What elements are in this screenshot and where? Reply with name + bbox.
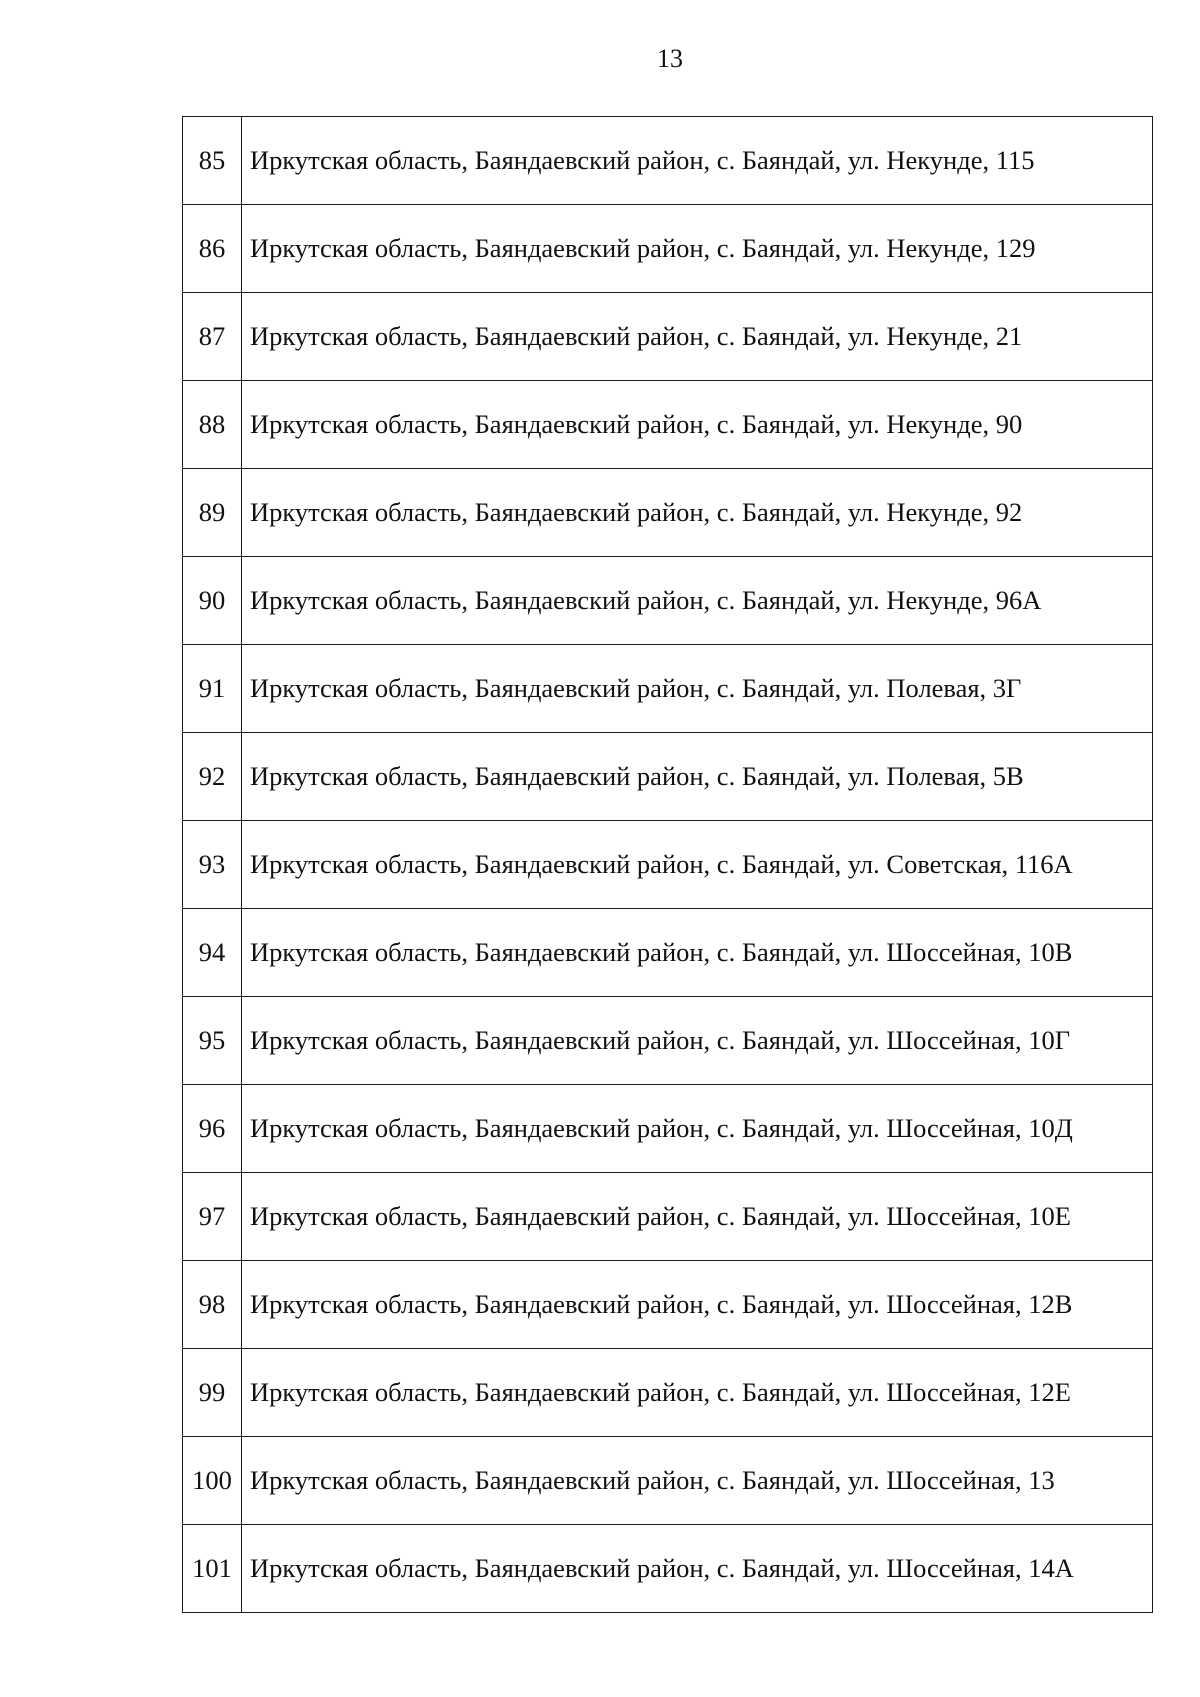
table-row xyxy=(183,733,1153,821)
address-cell: Иркутская область, Баяндаевский район, с. Баяндай, ул. Шоссейная, 10В xyxy=(242,909,1153,997)
address-cell: Иркутская область, Баяндаевский район, с. Баяндай, ул. Советская, 116А xyxy=(242,821,1153,909)
row-number-cell: 99 xyxy=(183,1349,242,1437)
table-row xyxy=(183,1085,1153,1173)
table-row xyxy=(183,1437,1153,1525)
table-row xyxy=(183,293,1153,381)
row-number-cell: 100 xyxy=(183,1437,242,1525)
table-row xyxy=(183,1349,1153,1437)
row-number-cell: 89 xyxy=(183,469,242,557)
address-cell: Иркутская область, Баяндаевский район, с. Баяндай, ул. Полевая, 5В xyxy=(242,733,1153,821)
address-cell: Иркутская область, Баяндаевский район, с. Баяндай, ул. Некунде, 115 xyxy=(242,117,1153,205)
address-cell: Иркутская область, Баяндаевский район, с. Баяндай, ул. Некунде, 21 xyxy=(242,293,1153,381)
table-row xyxy=(183,117,1153,205)
address-cell: Иркутская область, Баяндаевский район, с. Баяндай, ул. Некунде, 90 xyxy=(242,381,1153,469)
row-number-cell: 93 xyxy=(183,821,242,909)
address-cell: Иркутская область, Баяндаевский район, с. Баяндай, ул. Некунде, 129 xyxy=(242,205,1153,293)
table-row xyxy=(183,1261,1153,1349)
table-row xyxy=(183,909,1153,997)
address-cell: Иркутская область, Баяндаевский район, с. Баяндай, ул. Полевая, 3Г xyxy=(242,645,1153,733)
row-number-cell: 87 xyxy=(183,293,242,381)
address-cell: Иркутская область, Баяндаевский район, с. Баяндай, ул. Шоссейная, 12В xyxy=(242,1261,1153,1349)
row-number-cell: 88 xyxy=(183,381,242,469)
table-row xyxy=(183,821,1153,909)
address-cell: Иркутская область, Баяндаевский район, с. Баяндай, ул. Некунде, 96А xyxy=(242,557,1153,645)
address-table xyxy=(182,116,1153,1613)
page-number: 13 xyxy=(657,44,683,73)
row-number-cell: 97 xyxy=(183,1173,242,1261)
table-row xyxy=(183,645,1153,733)
table-row xyxy=(183,1525,1153,1613)
row-number-cell: 96 xyxy=(183,1085,242,1173)
table-row xyxy=(183,205,1153,293)
row-number-cell: 86 xyxy=(183,205,242,293)
row-number-cell: 95 xyxy=(183,997,242,1085)
address-cell: Иркутская область, Баяндаевский район, с. Баяндай, ул. Шоссейная, 14А xyxy=(242,1525,1153,1613)
row-number-cell: 91 xyxy=(183,645,242,733)
row-number-cell: 85 xyxy=(183,117,242,205)
table-row xyxy=(183,997,1153,1085)
address-cell: Иркутская область, Баяндаевский район, с. Баяндай, ул. Шоссейная, 13 xyxy=(242,1437,1153,1525)
row-number-cell: 94 xyxy=(183,909,242,997)
table-row xyxy=(183,557,1153,645)
address-cell: Иркутская область, Баяндаевский район, с. Баяндай, ул. Шоссейная, 10Е xyxy=(242,1173,1153,1261)
address-cell: Иркутская область, Баяндаевский район, с. Баяндай, ул. Некунде, 92 xyxy=(242,469,1153,557)
row-number-cell: 101 xyxy=(183,1525,242,1613)
address-cell: Иркутская область, Баяндаевский район, с. Баяндай, ул. Шоссейная, 12Е xyxy=(242,1349,1153,1437)
address-cell: Иркутская область, Баяндаевский район, с. Баяндай, ул. Шоссейная, 10Г xyxy=(242,997,1153,1085)
table-row xyxy=(183,1173,1153,1261)
table-row xyxy=(183,469,1153,557)
row-number-cell: 98 xyxy=(183,1261,242,1349)
row-number-cell: 92 xyxy=(183,733,242,821)
address-cell: Иркутская область, Баяндаевский район, с. Баяндай, ул. Шоссейная, 10Д xyxy=(242,1085,1153,1173)
table-row xyxy=(183,381,1153,469)
row-number-cell: 90 xyxy=(183,557,242,645)
